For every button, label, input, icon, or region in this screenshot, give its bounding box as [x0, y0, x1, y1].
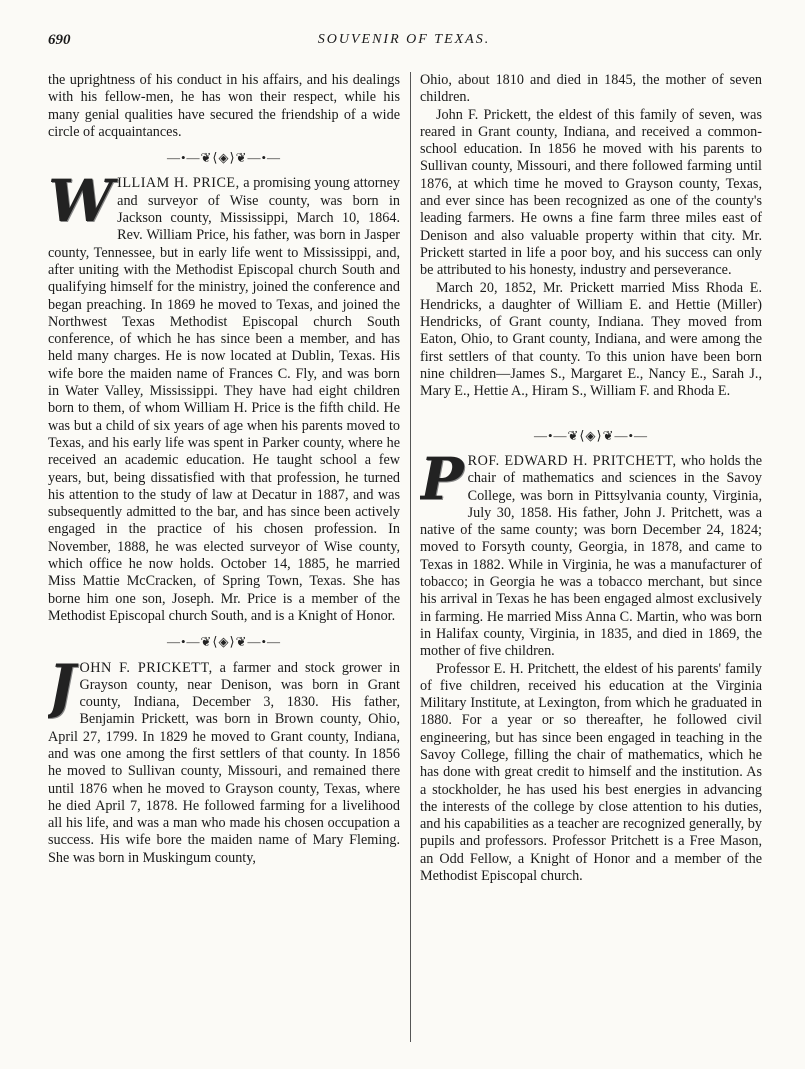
page-header	[48, 32, 760, 54]
entry-heading: OHN F. PRICKETT,	[79, 659, 213, 676]
dropcap-initial: W	[48, 175, 114, 236]
entry-heading: ILLIAM H. PRICE,	[117, 175, 240, 192]
dropcap-initial: J	[48, 659, 76, 720]
entry-edward-pritchett	[420, 453, 762, 661]
body-paragraph: Professor E. H. Pritchett, the eldest of his parents' family of five children, received his education at the Virginia Military Institute, at Lexington, from which he graduated in 1880. For a year or so thereafter, he followed civil engineering, but has since been engaged in teaching in the Savoy College, filling the chair of mathematics, which he has done with great credit to himself and the institution. As a stockholder, he has used his best energies in advancing the interests of the college by close attention to his duties, and his capabilities as a teacher are recognized generally, by pupils and professors. Professor Pritchett is a Free Mason, an Odd Fellow, a Knight of Honor and a member of the Methodist Episcopal church.	[420, 660, 762, 885]
column-divider	[410, 72, 411, 1042]
body-paragraph: John F. Prickett, the eldest of this family of seven, was reared in Grant county, Indiana, and received a common-school education. In 1856 he moved with his parents to Sullivan county, Missouri, and there followed farming until 1876, at which time he moved to Grayson county, Texas, and ever since has been recognized as one of the county's leading farmers. He owns a fine farm three miles east of Denison and also valuable property within that city. Mr. Prickett started in life a poor boy, and his success can only be attributed to his honesty, industry and perseverance.	[420, 106, 762, 279]
running-title: SOUVENIR OF TEXAS.	[317, 32, 491, 47]
intro-paragraph: the uprightness of his conduct in his affairs, and his dealings with his fellow-men, he has won their respect, while his many genial qualities have secured the friendship of a wide circle of acquaintances.	[48, 72, 400, 140]
ornament-divider: —•—❦⟨◈⟩❦—•—	[166, 634, 282, 650]
continued-paragraph: Ohio, about 1810 and died in 1845, the mother of seven children.	[420, 72, 762, 106]
entry-body: who holds the chair of mathematics and sciences in the Savoy College, was born in Pittsylvania county, Virginia, July 30, 1858. His father, John J. Pritchett, was a native of the same county; was born December 24, 1824; moved to Forsyth county, Georgia, in 1878, and came to Texas in 1882. While in Virginia, he was a manufacturer of tobacco; in Georgia he was a tobacco merchant, but since his arrival in Texas he has been engaged almost exclusively in farming. He married Miss Anna C. Martin, who was born in Halifax county, Virginia, in 1835, and died in 1869, the mother of five children.	[420, 452, 762, 660]
entry-body: a promising young attorney and surveyor of Wise county, was born in Jackson county, Mississippi, March 10, 1864. Rev. William Price, his father, was born in Jasper county, Tennessee, but in early life went to Mississippi, and, after uniting with the Methodist Episcopal church South and qualifying himself for the ministry, joined the conference and began preaching. In 1869 he moved to Texas, and joined the Northwest Texas Methodist Episcopal church South conference, of which he has since been a member, and has held many charges. He is now located at Dublin, Texas. His wife bore the maiden name of Frances C. Fly, and was born in Water Valley, Mississippi. They have had eight children born to them, of whom William H. Price is the fifth child. He was but a child of six years of age when his parents moved to Texas, and his early life was spent in Parker county, where he received an academic education. He taught school a few years, but, being dissatisfied with that profession, he turned his attention to the study of law at Decatur in 1887, and was subsequently admitted to the bar, and has since been actively engaged in the practice of his chosen profession. In November, 1888, he was elected surveyor of Wise county, which office he now holds. October 14, 1885, he married Miss Mattie McCracken, of Spring Town, Texas. She has borne him one son, Joseph. Mr. Price is a member of the Methodist Episcopal church South, and is a Knight of Honor.	[48, 175, 400, 624]
left-column	[48, 72, 400, 867]
right-column	[420, 72, 762, 885]
ornament-divider: —•—❦⟨◈⟩❦—•—	[533, 427, 649, 443]
entry-john-prickett	[48, 660, 400, 868]
entry-heading: ROF. EDWARD H. PRITCHETT,	[467, 452, 677, 469]
ornament-divider: —•—❦⟨◈⟩❦—•—	[166, 150, 282, 166]
entry-body: a farmer and stock grower in Grayson county, near Denison, was born in Grant county, Indiana, December 3, 1830. His father, Benjamin Prickett, was born in Brown county, Ohio, April 27, 1799. In 1829 he moved to Grant county, Indiana, and was one among the first settlers of that county. In 1856 he moved to Sullivan county, Missouri, and remained there until 1876 when he moved to Grayson county, Texas, where he died April 7, 1878. He followed farming for a livelihood all his life, and was a man who made his chosen occupation a success. His wife bore the maiden name of Mary Fleming. She was born in Muskingum county,	[48, 659, 400, 866]
entry-william-price	[48, 175, 400, 625]
dropcap-initial: P	[420, 452, 464, 513]
body-paragraph: March 20, 1852, Mr. Prickett married Miss Rhoda E. Hendricks, a daughter of William E. and Hettie (Miller) Hendricks, of Grant county, Indiana. They moved from Eaton, Ohio, to Grant county, Indiana, and were among the first settlers of that county. To this union have been born nine children—James S., Margaret E., Nancy E., Sarah J., Mary E., Hettie A., Hiram S., William F. and Rhoda E.	[420, 279, 762, 400]
page-number: 690	[48, 32, 71, 48]
